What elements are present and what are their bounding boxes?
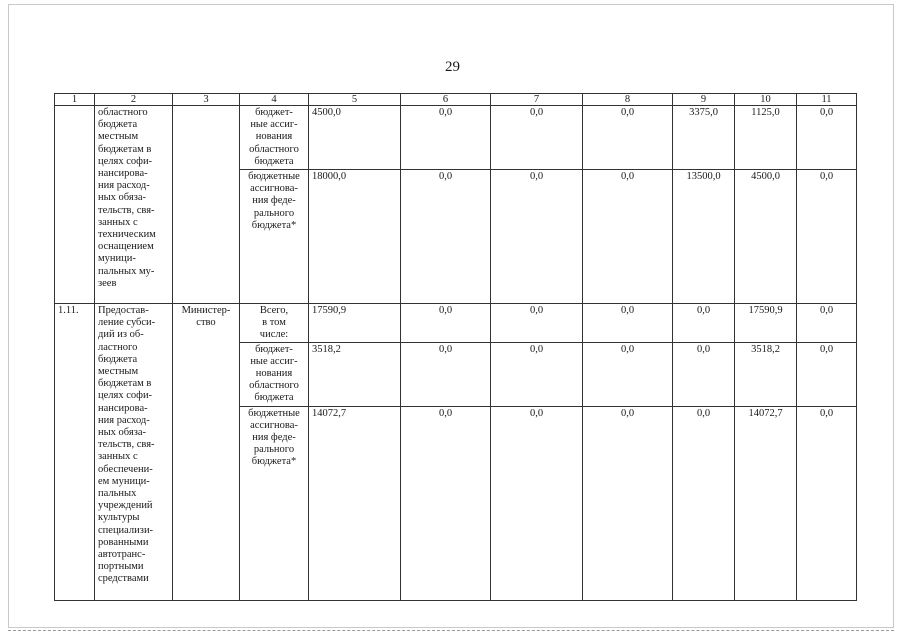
text-line: ния расход- bbox=[98, 180, 150, 192]
value-cell: 0,0 bbox=[673, 406, 735, 600]
text-line: бюджетам в bbox=[98, 143, 152, 155]
value-cell: 4500,0 bbox=[309, 106, 401, 170]
text-line: ные ассиг- bbox=[250, 119, 298, 131]
text-line: нансирова- bbox=[98, 402, 148, 414]
funding-source bbox=[240, 106, 309, 170]
text-line: нования bbox=[255, 368, 293, 380]
text-line: автотранс- bbox=[98, 549, 146, 561]
text-line: ассигнова- bbox=[250, 419, 298, 431]
text-line: занных с bbox=[98, 216, 138, 228]
value-cell: 3518,2 bbox=[309, 342, 401, 406]
text-line: ных обяза- bbox=[98, 427, 147, 439]
value-cell: 14072,7 bbox=[309, 406, 401, 600]
value-cell: 17590,9 bbox=[735, 304, 797, 343]
text-line: бюджет- bbox=[255, 343, 293, 355]
scan-edge bbox=[8, 630, 894, 631]
text-line: ния расход- bbox=[98, 414, 150, 426]
text-line: ем муници- bbox=[98, 475, 150, 487]
column-number: 2 bbox=[95, 94, 173, 106]
text-line: оснащением bbox=[98, 241, 154, 253]
text-line: бюджета* bbox=[251, 219, 297, 231]
value-cell: 0,0 bbox=[797, 406, 857, 600]
value-cell: 0,0 bbox=[583, 106, 673, 170]
value-cell: 0,0 bbox=[401, 406, 491, 600]
value-cell: 0,0 bbox=[583, 406, 673, 600]
text-line: рального bbox=[253, 207, 295, 219]
value-cell: 0,0 bbox=[401, 304, 491, 343]
text-line: областного bbox=[249, 380, 299, 392]
text-line: учреждений bbox=[98, 500, 153, 512]
text-line: культуры bbox=[98, 512, 140, 524]
value-cell: 0,0 bbox=[583, 170, 673, 304]
value-cell: 0,0 bbox=[797, 170, 857, 304]
text-line: бюджетные bbox=[248, 171, 300, 182]
item-description bbox=[95, 106, 173, 304]
value-cell: 0,0 bbox=[673, 304, 735, 343]
executor-cell bbox=[173, 106, 240, 304]
item-number: 1.11. bbox=[55, 304, 95, 601]
text-line: занных с bbox=[98, 451, 138, 463]
value-cell: 18000,0 bbox=[309, 170, 401, 304]
text-line: областного bbox=[98, 107, 148, 118]
value-cell: 0,0 bbox=[491, 406, 583, 600]
text-line: ление субси- bbox=[98, 317, 156, 329]
text-line: пальных му- bbox=[98, 265, 155, 277]
column-number: 5 bbox=[309, 94, 401, 106]
text-line: ство bbox=[196, 317, 216, 329]
column-number: 4 bbox=[240, 94, 309, 106]
text-line: бюджетные bbox=[248, 407, 300, 419]
column-number: 8 bbox=[583, 94, 673, 106]
text-line: дий из об- bbox=[98, 329, 144, 341]
funding-source bbox=[240, 304, 309, 343]
text-line: бюджета bbox=[254, 155, 294, 167]
text-line: зеев bbox=[98, 277, 117, 289]
text-line: обеспечени- bbox=[98, 463, 153, 475]
text-line: специализи- bbox=[98, 524, 154, 536]
text-line: тельств, свя- bbox=[98, 204, 155, 216]
value-cell: 0,0 bbox=[401, 170, 491, 304]
item-description bbox=[95, 304, 173, 601]
text-line: бюджета bbox=[98, 119, 138, 131]
text-line: бюджет- bbox=[255, 107, 293, 118]
value-cell: 0,0 bbox=[491, 106, 583, 170]
value-cell: 13500,0 bbox=[673, 170, 735, 304]
column-number: 6 bbox=[401, 94, 491, 106]
text-line: ные ассиг- bbox=[250, 355, 298, 367]
value-cell: 0,0 bbox=[401, 342, 491, 406]
text-line: числе: bbox=[259, 329, 289, 341]
value-cell: 0,0 bbox=[797, 106, 857, 170]
text-line: нования bbox=[255, 131, 293, 143]
text-line: ния феде- bbox=[252, 432, 296, 444]
text-line: Министер- bbox=[181, 305, 231, 316]
budget-table bbox=[54, 93, 857, 601]
funding-source bbox=[240, 406, 309, 600]
text-line: ластного bbox=[98, 341, 138, 353]
column-number-row bbox=[55, 94, 857, 106]
text-line: местным bbox=[98, 131, 139, 143]
text-line: целях софи- bbox=[98, 155, 153, 167]
column-number: 1 bbox=[55, 94, 95, 106]
text-line: бюджетам в bbox=[98, 378, 152, 390]
column-number: 9 bbox=[673, 94, 735, 106]
value-cell: 3375,0 bbox=[673, 106, 735, 170]
text-line: в том bbox=[262, 317, 286, 329]
value-cell: 0,0 bbox=[673, 342, 735, 406]
text-line: ассигнова- bbox=[250, 183, 298, 195]
value-cell: 0,0 bbox=[491, 170, 583, 304]
text-line: бюджета bbox=[254, 392, 294, 404]
text-line: бюджета* bbox=[251, 456, 297, 468]
column-number: 10 bbox=[735, 94, 797, 106]
funding-source bbox=[240, 342, 309, 406]
text-line: Всего, bbox=[259, 305, 289, 316]
value-cell: 0,0 bbox=[797, 304, 857, 343]
value-cell: 17590,9 bbox=[309, 304, 401, 343]
column-number: 3 bbox=[173, 94, 240, 106]
value-cell: 1125,0 bbox=[735, 106, 797, 170]
text-line: бюджета bbox=[98, 353, 138, 365]
text-line: целях софи- bbox=[98, 390, 153, 402]
text-line: тельств, свя- bbox=[98, 439, 155, 451]
value-cell: 0,0 bbox=[491, 304, 583, 343]
text-line: Предостав- bbox=[98, 305, 149, 316]
item-number-cell bbox=[55, 106, 95, 304]
value-cell: 3518,2 bbox=[735, 342, 797, 406]
text-line: пальных bbox=[98, 488, 137, 500]
funding-source bbox=[240, 170, 309, 304]
page-number: 29 bbox=[445, 59, 460, 75]
text-line: местным bbox=[98, 366, 139, 378]
text-line: рованными bbox=[98, 536, 149, 548]
column-number: 7 bbox=[491, 94, 583, 106]
value-cell: 0,0 bbox=[583, 342, 673, 406]
executor bbox=[173, 304, 240, 601]
text-line: ния феде- bbox=[252, 195, 296, 207]
text-line: нансирова- bbox=[98, 168, 148, 180]
value-cell: 14072,7 bbox=[735, 406, 797, 600]
text-line: рального bbox=[253, 444, 295, 456]
text-line: портными bbox=[98, 561, 144, 573]
table-row bbox=[55, 106, 857, 170]
value-cell: 0,0 bbox=[401, 106, 491, 170]
text-line: областного bbox=[249, 143, 299, 155]
text-line: техническим bbox=[98, 229, 156, 241]
value-cell: 0,0 bbox=[797, 342, 857, 406]
table-row bbox=[55, 304, 857, 343]
value-cell: 0,0 bbox=[491, 342, 583, 406]
value-cell: 4500,0 bbox=[735, 170, 797, 304]
text-line: средствами bbox=[98, 573, 149, 585]
text-line: ных обяза- bbox=[98, 192, 147, 204]
column-number: 11 bbox=[797, 94, 857, 106]
value-cell: 0,0 bbox=[583, 304, 673, 343]
text-line: муници- bbox=[98, 253, 136, 265]
